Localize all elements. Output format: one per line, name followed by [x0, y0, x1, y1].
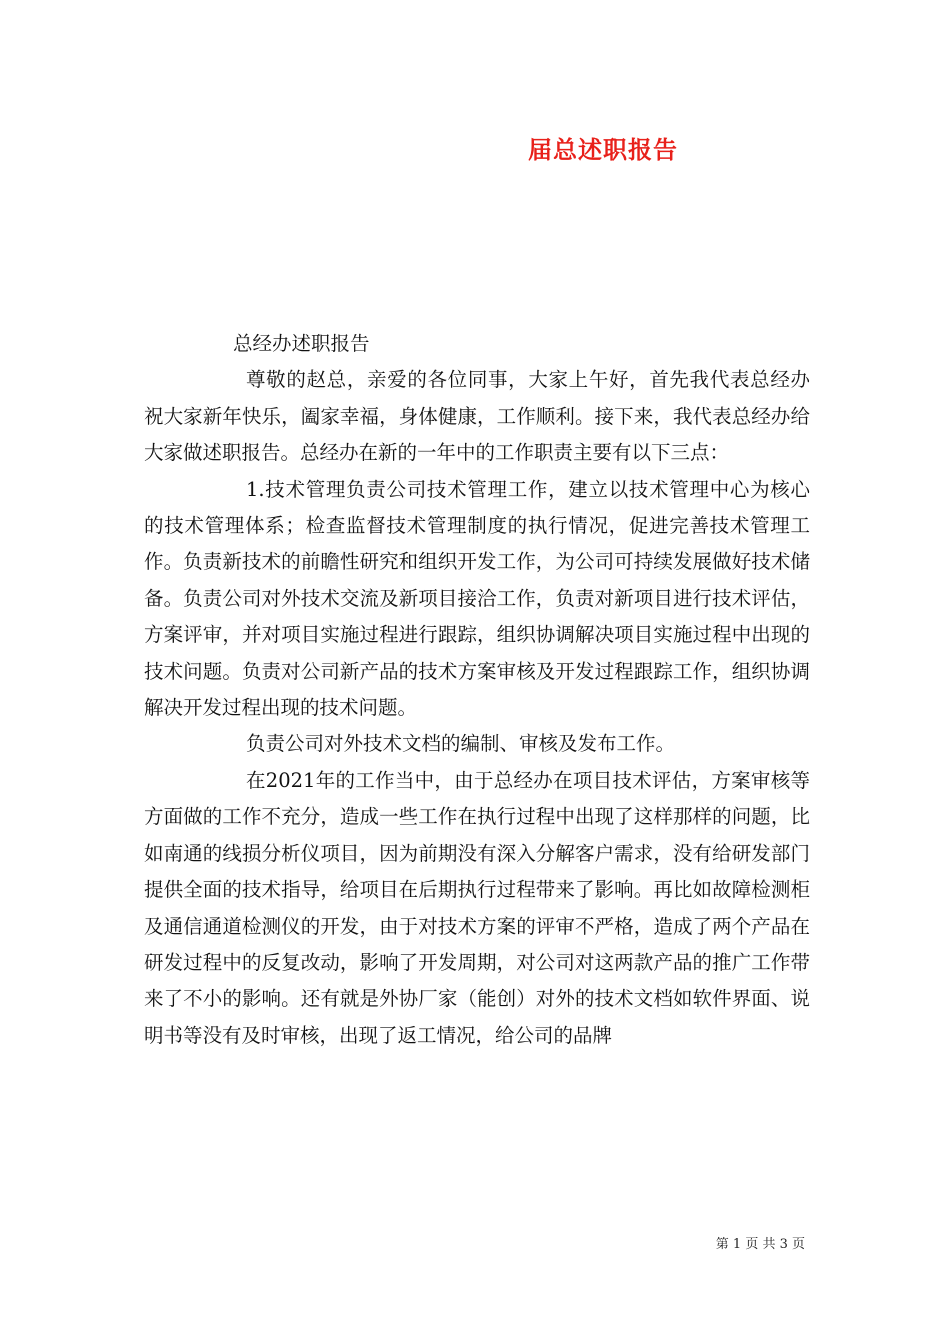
paragraph-tech-management: 1.技术管理负责公司技术管理工作，建立以技术管理中心为核心的技术管理体系；检查监督技术管理制度的执行情况，促进完善技术管理工作。负责新技术的前瞻性研究和组织开发工作，为公司可持续发展做好技术储备。负责公司对外技术交流及新项目接洽工作，负责对新项目进行技术评估，方案评审，并对项目实施过程进行跟踪，组织协调解决项目实施过程中出现的技术问题。负责对公司新产品的技术方案审核及开发过程跟踪工作，组织协调解决开发过程出现的技术问题。 [144, 477, 810, 720]
paragraph-greeting: 尊敬的赵总，亲爱的各位同事，大家上午好，首先我代表总经办祝大家新年快乐，阖家幸福，身体健康，工作顺利。接下来，我代表总经办给大家做述职报告。总经办在新的一年中的工作职责主要有以下三点： [144, 368, 810, 465]
report-heading: 总经办述职报告 [233, 332, 370, 355]
paragraph-review: 在2021年的工作当中，由于总经办在项目技术评估，方案审核等方面做的工作不充分，造成一些工作在执行过程中出现了这样那样的问题，比如南通的线损分析仪项目，因为前期没有深入分解客户需求，没有给研发部门提供全面的技术指导，给项目在后期执行过程带来了影响。再比如故障检测柜及通信通道检测仪的开发，由于对技术方案的评审不严格，造成了两个产品在研发过程中的反复改动，影响了开发周期，对公司对这两款产品的推广工作带来了不小的影响。还有就是外协厂家（能创）对外的技术文档如软件界面、说明书等没有及时审核，出现了返工情况，给公司的品牌 [144, 768, 810, 1047]
document-body [144, 326, 810, 1054]
page-number: 第 1 页 共 3 页 [715, 1237, 805, 1252]
document-title: 届总述职报告 [528, 135, 678, 164]
paragraph-documents: 负责公司对外技术文档的编制、审核及发布工作。 [246, 732, 676, 756]
